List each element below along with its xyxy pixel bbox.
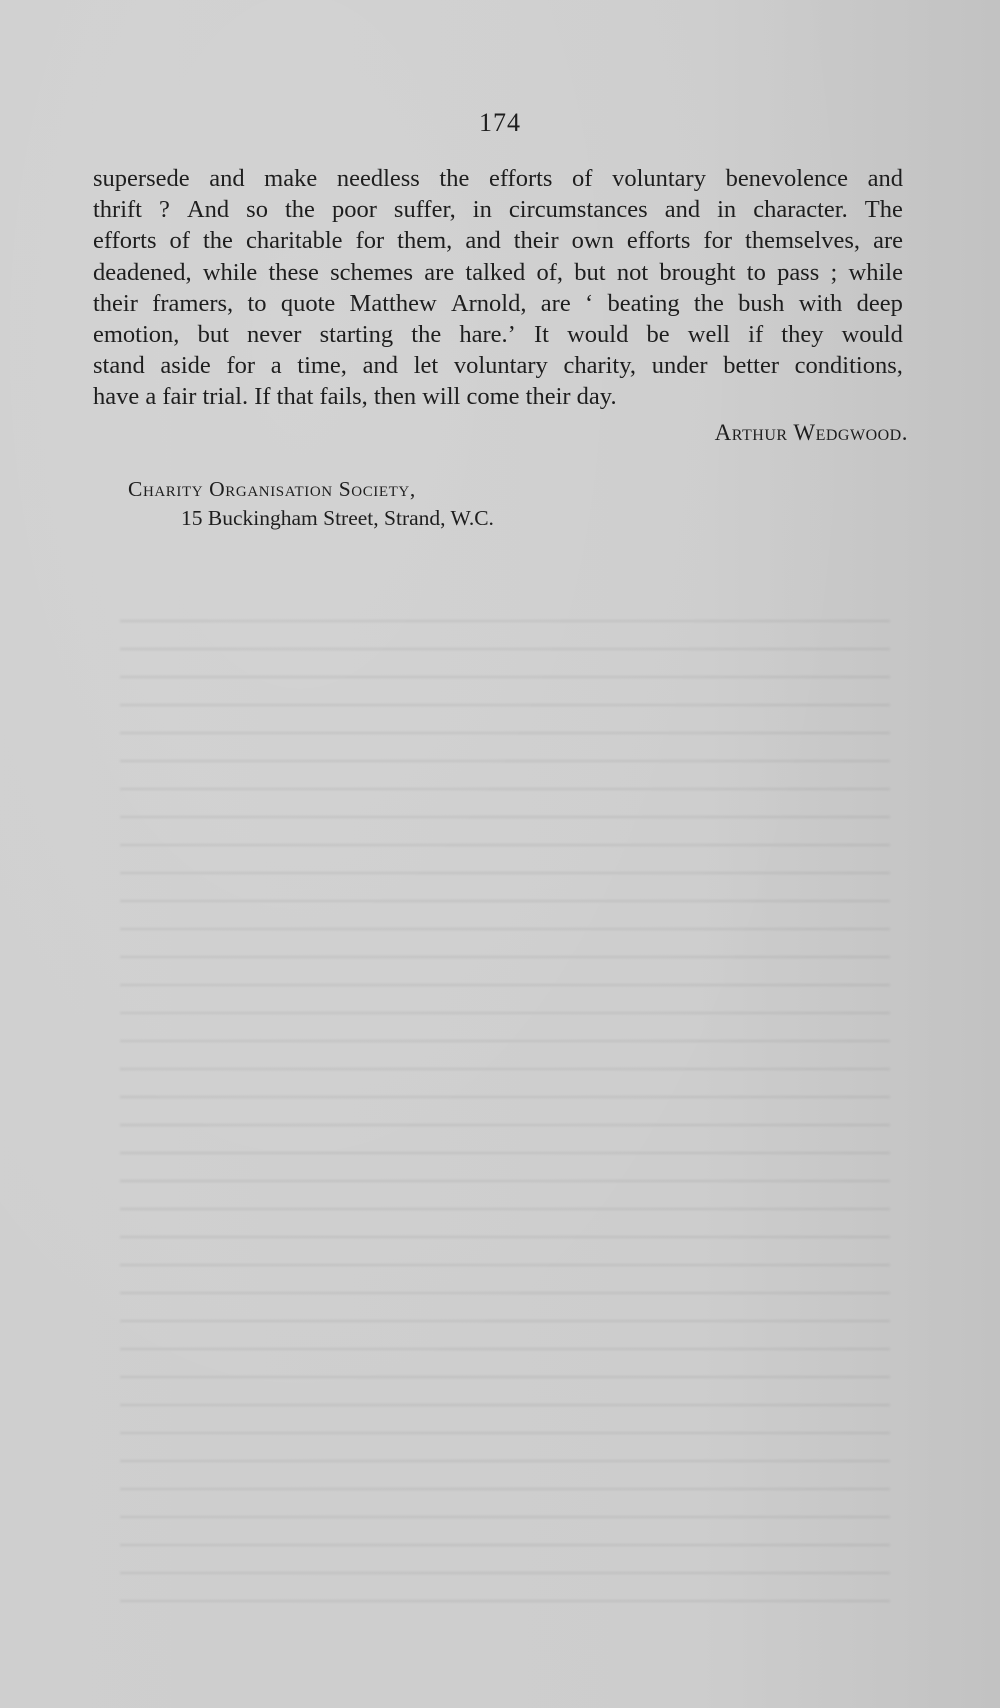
street-address: 15 Buckingham Street, Strand, W.C. (181, 506, 494, 530)
word: talked (465, 258, 526, 286)
word: framers, (152, 289, 234, 317)
word: for (703, 227, 733, 255)
word: to (746, 258, 766, 286)
word: while (202, 258, 258, 286)
word: these (268, 258, 319, 286)
word: the (411, 321, 442, 349)
word: bush (738, 289, 785, 317)
word: Arnold, (450, 289, 527, 317)
word: never (247, 321, 302, 349)
word: a (270, 352, 282, 380)
word: in (717, 196, 737, 224)
word: time, (297, 352, 347, 380)
paragraph-line (93, 163, 903, 194)
word: Matthew (349, 289, 437, 317)
word: supersede (93, 165, 190, 192)
paragraph-line (93, 288, 903, 319)
word: aside (160, 352, 211, 380)
word: thrift (93, 196, 142, 224)
word: The (864, 196, 903, 224)
word: circumstances (508, 196, 648, 224)
paragraph-line: have a fair trial. If that fails, then will come their day. (93, 383, 617, 411)
body-paragraph (93, 163, 903, 413)
word: emotion, (93, 321, 180, 349)
word: ? (159, 196, 170, 224)
word: the (285, 196, 315, 224)
word: poor (331, 196, 377, 224)
word: efforts (93, 227, 157, 255)
word: and (209, 165, 245, 192)
word: suffer, (393, 196, 456, 224)
paragraph-line (93, 194, 903, 225)
word: needless (336, 165, 420, 192)
word: own (571, 227, 614, 255)
word: character. (753, 196, 848, 224)
word: charity, (563, 352, 637, 380)
word: in (472, 196, 492, 224)
word: are (873, 227, 903, 255)
word: beating (607, 289, 680, 317)
word: deadened, (93, 258, 192, 286)
bleed-through-text (120, 620, 890, 1620)
word: conditions, (794, 352, 903, 380)
word: would (567, 321, 629, 349)
paragraph-line (93, 350, 903, 381)
paragraph-line (93, 319, 903, 350)
word: and (465, 227, 501, 255)
word: for (355, 227, 385, 255)
word: And (186, 196, 230, 224)
word: ‘ (585, 289, 594, 317)
word: while (848, 258, 903, 286)
word: they (781, 321, 824, 349)
paragraph-line (93, 225, 903, 256)
word: are (540, 289, 571, 317)
word: but (574, 258, 606, 286)
word: are (424, 258, 455, 286)
word: and (362, 352, 398, 380)
page-number: 174 (479, 108, 521, 137)
word: efforts (488, 165, 553, 192)
word: them, (397, 227, 453, 255)
word: of (572, 165, 593, 192)
word: benevolence (725, 165, 848, 192)
word: for (226, 352, 256, 380)
address-block (128, 475, 494, 533)
word: quote (280, 289, 336, 317)
word: of (169, 227, 190, 255)
word: but (197, 321, 229, 349)
word: the (202, 227, 233, 255)
word: if (748, 321, 764, 349)
author-signature: Arthur Wedgwood. (714, 420, 908, 445)
word: pass (777, 258, 820, 286)
word: under (651, 352, 708, 380)
word: It (533, 321, 549, 349)
word: well (687, 321, 730, 349)
word: be (646, 321, 670, 349)
word: ; (830, 258, 838, 286)
word: hare.’ (459, 321, 516, 349)
word: and (867, 165, 903, 192)
word: voluntary (612, 165, 706, 192)
paragraph-line (93, 257, 903, 288)
word: their (513, 227, 559, 255)
word: deep (856, 289, 903, 317)
word: would (841, 321, 903, 349)
word: make (264, 165, 318, 192)
word: their (93, 289, 138, 317)
word: efforts (626, 227, 691, 255)
word: let (413, 352, 439, 380)
word: themselves, (745, 227, 861, 255)
word: brought (659, 258, 736, 286)
word: better (723, 352, 779, 380)
word: stand (93, 352, 145, 380)
word: of, (536, 258, 564, 286)
word: to (247, 289, 267, 317)
word: charitable (245, 227, 343, 255)
organisation-name: Charity Organisation Society, (128, 477, 416, 501)
word: with (798, 289, 843, 317)
word: so (246, 196, 268, 224)
word: and (664, 196, 701, 224)
word: voluntary (453, 352, 548, 380)
word: schemes (330, 258, 414, 286)
word: the (693, 289, 724, 317)
word: not (616, 258, 649, 286)
word: the (439, 165, 470, 192)
word: starting (319, 321, 394, 349)
